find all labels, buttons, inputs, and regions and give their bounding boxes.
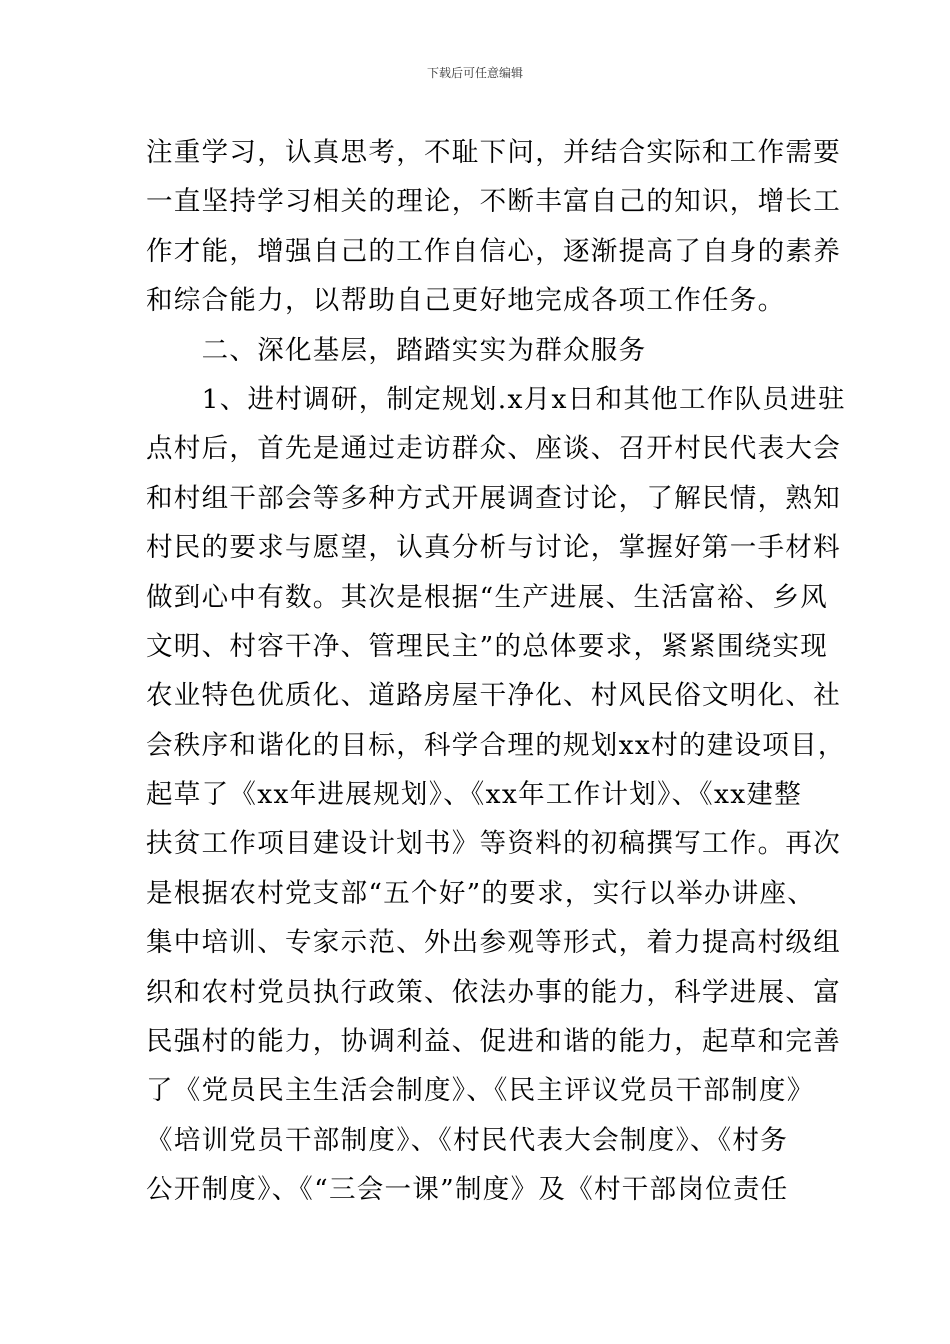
text-line: 1、进村调研，制定规划.x月x日和其他工作队员进驻 xyxy=(146,383,846,415)
page-header: 下载后可任意编辑 xyxy=(426,66,523,80)
text-line: 会秩序和谐化的目标，科学合理的规划xx村的建设项目， xyxy=(146,729,846,761)
text-line: 公开制度》、《“三会一课”制度》及《村干部岗位责任 xyxy=(146,1174,789,1206)
text-line: 扶贫工作项目建设计划书》等资料的初稿撰写工作。再次 xyxy=(146,828,841,860)
text-line: 集中培训、专家示范、外出参观等形式，着力提高村级组 xyxy=(146,927,841,959)
text-line: 注重学习，认真思考，不耻下问，并结合实际和工作需要 xyxy=(146,137,841,168)
text-line: 了《党员民主生活会制度》、《民主评议党员干部制度》 xyxy=(146,1075,815,1107)
text-line: 农业特色优质化、道路房屋干净化、村风民俗文明化、社 xyxy=(146,680,841,712)
text-line: 村民的要求与愿望，认真分析与讨论，掌握好第一手材料 xyxy=(146,532,841,564)
text-line: 点村后，首先是通过走访群众、座谈、召开村民代表大会 xyxy=(146,433,841,465)
text-line: 《培训党员干部制度》、《村民代表大会制度》、《村务 xyxy=(146,1124,788,1156)
text-line: 做到心中有数。其次是根据“生产进展、生活富裕、乡风 xyxy=(146,581,829,613)
section-heading: 二、深化基层，踏踏实实为群众服务 xyxy=(146,334,647,366)
text-line: 和村组干部会等多种方式开展调查讨论，了解民情，熟知 xyxy=(146,482,841,514)
text-line: 一直坚持学习相关的理论，不断丰富自己的知识，增长工 xyxy=(146,186,841,218)
text-line: 和综合能力，以帮助自己更好地完成各项工作任务。 xyxy=(146,285,786,317)
text-line: 文明、村容干净、管理民主”的总体要求，紧紧围绕实现 xyxy=(146,630,829,662)
text-line: 起草了《xx年进展规划》、《xx年工作计划》、《xx建整 xyxy=(146,779,803,811)
text-line: 织和农村党员执行政策、依法办事的能力，科学进展、富 xyxy=(146,976,841,1008)
text-line: 民强村的能力，协调利益、促进和谐的能力，起草和完善 xyxy=(146,1026,841,1058)
document-body xyxy=(146,128,846,1215)
text-line: 作才能，增强自己的工作自信心，逐渐提高了自身的素养 xyxy=(146,235,841,267)
text-line: 是根据农村党支部“五个好”的要求，实行以举办讲座、 xyxy=(146,877,816,909)
